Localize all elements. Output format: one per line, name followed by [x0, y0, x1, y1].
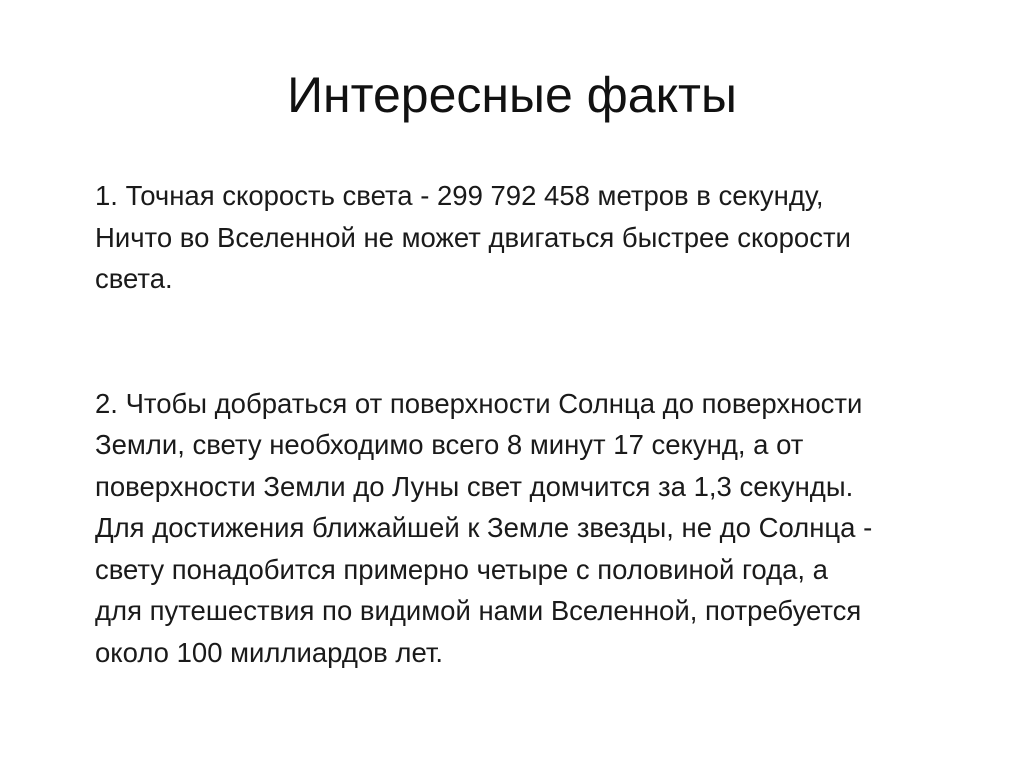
fact-2-line-4: Для достижения ближайшей к Земле звезды, не до Солнца -	[95, 512, 873, 543]
paragraph-spacer	[95, 300, 995, 383]
fact-2-line-6: для путешествия по видимой нами Вселенной, потребуется	[95, 595, 862, 626]
fact-2	[95, 383, 995, 674]
slide-title: Интересные факты	[287, 67, 737, 123]
fact-2-line-7: около 100 миллиардов лет.	[95, 636, 444, 668]
fact-1-line-1: 1. Точная скорость света - 299 792 458 метров в секунду,	[95, 180, 824, 211]
fact-1-line-2: Ничто во Вселенной не может двигаться быстрее скорости	[95, 221, 851, 253]
fact-2-line-2: Земли, свету необходимо всего 8 минут 17 секунд, а от	[95, 429, 804, 460]
fact-1-line-3: света.	[95, 263, 173, 294]
fact-2-line-3: поверхности Земли до Луны свет домчится за 1,3 секунды.	[95, 470, 854, 502]
fact-1	[95, 175, 995, 300]
fact-2-line-1: 2. Чтобы добраться от поверхности Солнца до поверхности	[95, 387, 863, 419]
fact-2-line-5: свету понадобится примерно четыре с половиной года, а	[95, 553, 828, 585]
slide-body	[95, 175, 995, 673]
